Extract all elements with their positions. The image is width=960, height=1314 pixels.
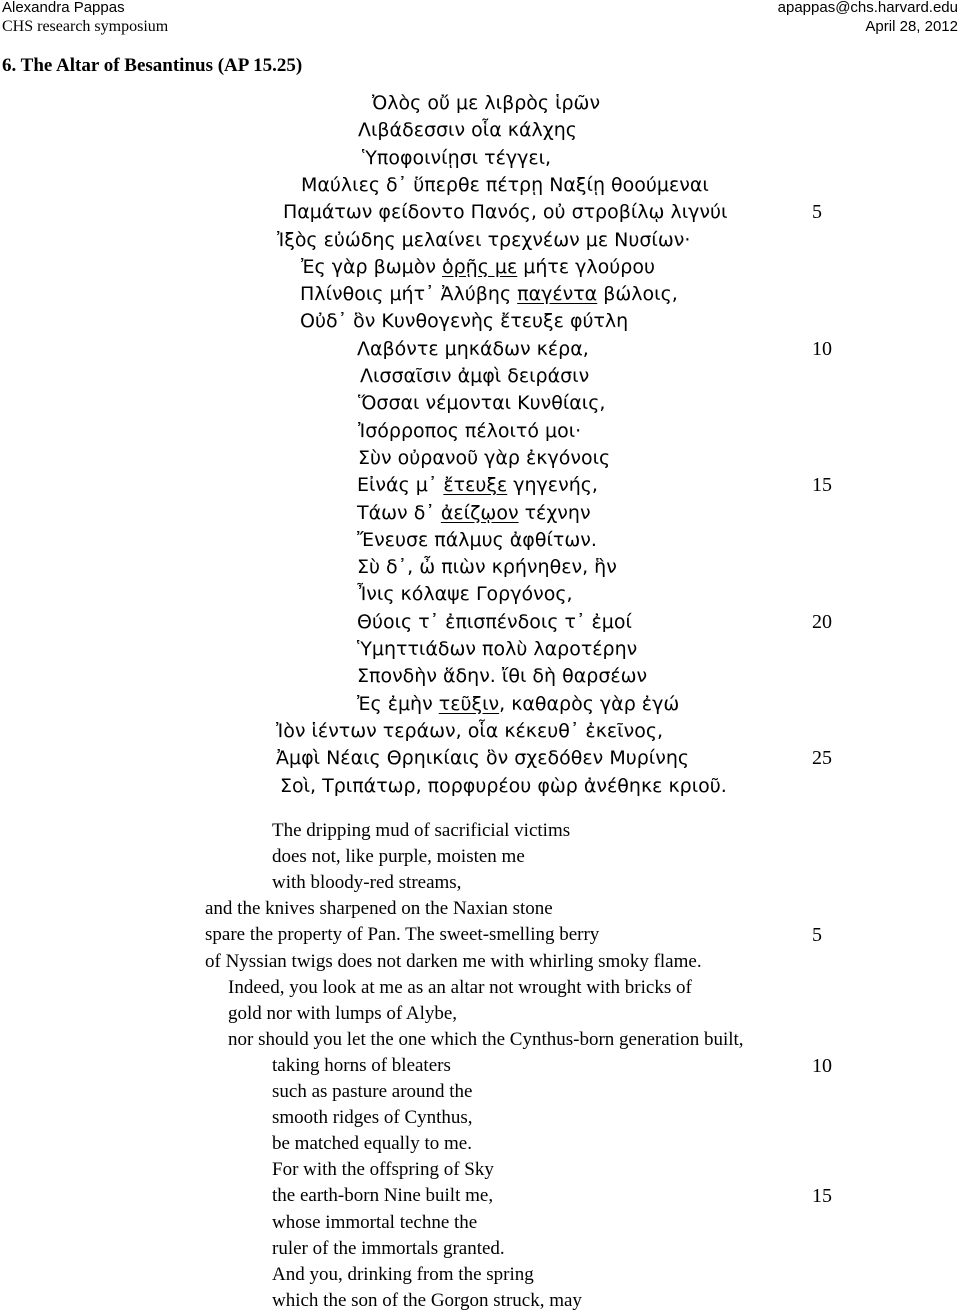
english-line: nor should you let the one which the Cynthus-born generation built, [228,1028,744,1050]
greek-line [357,336,589,362]
greek-line [276,718,663,744]
english-line: ruler of the immortals granted. [272,1237,505,1259]
english-line: smooth ridges of Cynthus, [272,1107,473,1129]
english-line: Indeed, you look at me as an altar not wrought with bricks of [228,976,692,998]
section-title: 6. The Altar of Besantinus (AP 15.25) [2,55,303,76]
greek-text: Ἶνις κόλαψε Γοργόνος, [357,583,573,606]
greek-line [280,773,727,799]
greek-line [357,500,591,526]
greek-text: βώλοις, [597,283,678,306]
greek-text: Ἐς ἐμὴν [357,692,439,715]
line-number: 10 [812,337,832,360]
greek-line [360,363,589,389]
greek-text: Ἐς γὰρ βωμὸν [301,255,442,278]
greek-line [362,145,551,171]
greek-underlined: ἔτευξε [443,474,508,497]
greek-text: Ἔνευσε πάλμυς ἀφθίτων. [357,528,597,551]
author-name: Alexandra Pappas [2,0,125,16]
greek-text: Σπονδὴν ἅδην. ἴθι δὴ θαρσέων [357,665,648,688]
greek-text: Σὺ δ᾽, ὦ πιὼν κρήνηθεν, ἣν [357,556,617,579]
greek-text: γηγενής, [507,474,598,497]
greek-line [372,90,600,116]
greek-text: Ὀλὸς οὔ με λιβρὸς ἱρῶν [372,92,601,114]
english-line: the earth-born Nine built me, [272,1185,494,1207]
greek-line [357,636,637,662]
greek-text: Ὑποφοινίῃσι τέγγει, [362,146,552,169]
greek-line [357,663,647,689]
greek-text: Μαύλιες δ᾽ ὕπερθε πέτρῃ Ναξίῃ θοούμεναι [301,173,709,196]
greek-text: Ἰξὸς εὐώδης μελαίνει τρεχνέων με Νυσίων· [277,228,691,251]
greek-text: τέχνην [518,501,591,524]
english-line: which the son of the Gorgon struck, may [272,1289,582,1311]
english-line: and the knives sharpened on the Naxian stone [205,898,553,920]
greek-line [358,418,581,444]
line-number: 25 [812,747,832,770]
greek-line [277,227,690,253]
greek-text: Ἰὸν ἱέντων τεράων, οἷα κέκευθ᾽ ἐκεῖνος, [276,719,664,742]
english-line: such as pasture around the [272,1081,473,1102]
line-number: 5 [812,924,822,947]
greek-text: Παμάτων φείδοντο Πανός, οὐ στροβίλῳ λιγνύι [283,201,728,224]
greek-text: Λαβόντε μηκάδων κέρα, [357,337,589,360]
greek-line [358,390,605,416]
greek-line [301,254,655,280]
line-number: 5 [812,201,822,224]
greek-line [357,691,679,717]
greek-text: Οὐδ᾽ ὃν Κυνθογενὴς ἔτευξε φύτλη [300,310,629,333]
greek-text: Ἰσόρροπος πέλοιτό μοι· [358,419,582,442]
greek-text: Σοὶ, Τριπάτωρ, πορφυρέου φὼρ ἀνέθηκε κριοῦ. [280,774,727,797]
english-line: And you, drinking from the spring [272,1263,534,1285]
english-line: with bloody-red streams, [272,872,462,894]
english-line: taking horns of bleaters [272,1054,451,1076]
english-line: gold nor with lumps of Alybe, [228,1002,458,1024]
greek-line [301,172,709,198]
greek-line [357,609,632,635]
greek-text: Εἰνάς μ᾽ [357,474,444,497]
greek-underlined: παγέντα [517,283,598,306]
date: April 28, 2012 [865,18,958,35]
english-line: whose immortal techne the [272,1211,478,1233]
english-line: be matched equally to me. [272,1133,472,1155]
greek-text: μήτε γλούρου [517,255,655,278]
greek-text: Ὑμηττιάδων πολὺ λαροτέρην [357,638,638,660]
line-number: 15 [812,1185,832,1208]
greek-line [357,527,597,553]
greek-line [357,581,573,607]
english-line: The dripping mud of sacrificial victims [272,820,571,841]
greek-underlined: τεῦξιν [438,692,500,715]
line-number: 15 [812,474,832,497]
greek-line [358,445,610,471]
english-line: spare the property of Pan. The sweet-smelling berry [205,924,600,946]
greek-line [357,554,617,580]
greek-underlined: ἀείζῳον [440,501,519,524]
greek-text: Πλίνθοις μήτ᾽ Ἀλύβης [300,283,518,306]
greek-line [283,199,727,225]
line-number: 20 [812,610,832,633]
greek-line [300,308,628,334]
greek-text: Τάων δ᾽ [357,501,441,524]
greek-text: , καθαρὸς γὰρ ἐγώ [499,692,680,715]
english-line: does not, like purple, moisten me [272,846,525,868]
english-line: of Nyssian twigs does not darken me with whirling smoky flame. [205,950,702,972]
author-email: apappas@chs.harvard.edu [777,0,958,16]
greek-line [358,117,577,143]
greek-text: Λισσαῖσιν ἀμφὶ δειράσιν [360,365,590,387]
greek-text: Ἀμφὶ Νέαις Θρηικίαις ὃν σχεδόθεν Μυρίνης [276,747,690,770]
greek-text: Θύοις τ᾽ ἐπισπένδοις τ᾽ ἐμοί [357,610,632,633]
english-line: For with the offspring of Sky [272,1159,494,1181]
greek-line [276,745,689,771]
greek-line [357,472,598,498]
greek-text: Λιβάδεσσιν οἷα κάλχης [358,119,577,142]
venue: CHS research symposium [2,18,169,35]
greek-text: Ὅσσαι νέμονται Κυνθίαις, [358,392,606,415]
greek-underlined: ὁρῇς με [441,255,518,278]
line-number: 10 [812,1054,832,1077]
greek-text: Σὺν οὐρανοῦ γὰρ ἐκγόνοις [358,446,611,469]
greek-line [300,281,678,307]
